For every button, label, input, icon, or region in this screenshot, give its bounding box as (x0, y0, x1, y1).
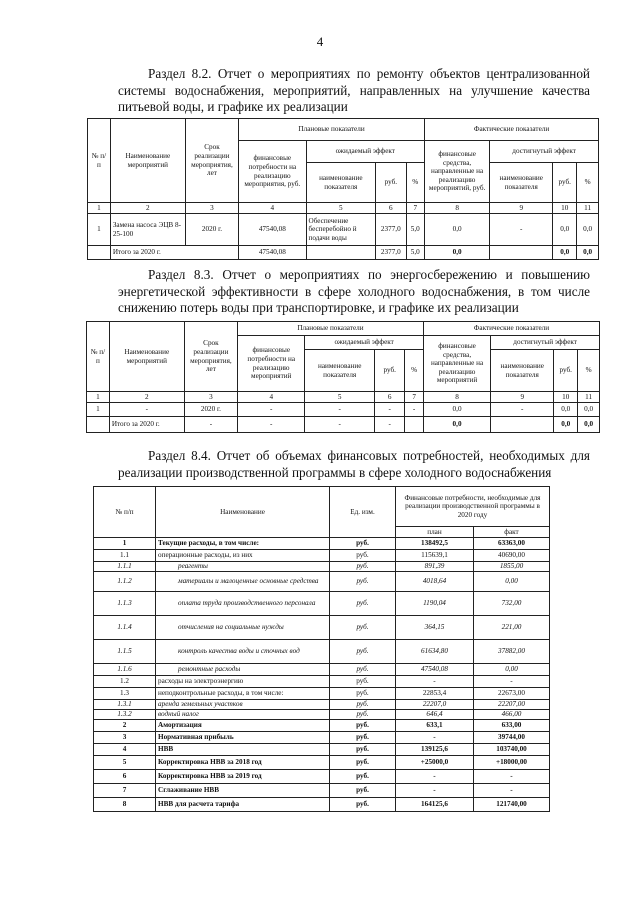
cell: 1855,00 (474, 562, 550, 572)
row-number: 8 (94, 798, 156, 812)
row-name: НВВ (156, 744, 330, 756)
header-ind-name: наименование показателя (491, 350, 554, 392)
header-pct: % (577, 163, 599, 203)
cell: 138492,5 (396, 538, 474, 550)
cell: 891,39 (396, 562, 474, 572)
cell: 61634,80 (396, 640, 474, 664)
cell: 5,0 (406, 246, 424, 260)
table-row (94, 538, 550, 550)
row-name: материалы и малоценные основные средства (156, 572, 330, 592)
row-name: Сглаживание НВВ (156, 784, 330, 798)
cell: - (184, 417, 237, 433)
cell: руб. (330, 798, 396, 812)
cell: 0,0 (578, 403, 600, 417)
row-name: оплата труда производственного персонала (156, 592, 330, 616)
table-row (88, 214, 599, 246)
table-row (94, 720, 550, 732)
header-term: Срок реализации мероприятия, лет (184, 322, 237, 392)
cell: - (474, 784, 550, 798)
cell: 0,0 (554, 417, 578, 433)
col-number: 6 (376, 203, 406, 214)
cell: 1190,04 (396, 592, 474, 616)
cell: 40690,00 (474, 550, 550, 562)
cell: руб. (330, 720, 396, 732)
cell: 4018,64 (396, 572, 474, 592)
col-number: 10 (554, 392, 578, 403)
row-number: 3 (94, 732, 156, 744)
col-number: 7 (406, 203, 424, 214)
row-number: 1.3.2 (94, 710, 156, 720)
row-name: неподконтрольные расходы, в том числе: (156, 688, 330, 700)
cell: руб. (330, 756, 396, 770)
cell: 0,0 (425, 214, 490, 246)
row-number: 1 (94, 538, 156, 550)
table-row (94, 744, 550, 756)
total-row (87, 417, 600, 433)
cell: 115639,1 (396, 550, 474, 562)
header-fact-fin: финансовые средства, направленные на реализацию мероприятий, руб. (425, 141, 490, 203)
header-name: Наименование мероприятий (109, 322, 184, 392)
table-row (94, 784, 550, 798)
cell: руб. (330, 688, 396, 700)
cell: руб. (330, 710, 396, 720)
cell: - (305, 417, 375, 433)
cell: 0,0 (423, 403, 490, 417)
col-number: 8 (425, 203, 490, 214)
cell: 466,00 (474, 710, 550, 720)
cell: - (396, 784, 474, 798)
cell: - (305, 403, 375, 417)
cell: - (109, 403, 184, 417)
total-label: Итого за 2020 г. (109, 417, 184, 433)
row-number: 7 (94, 784, 156, 798)
cell: 633,00 (474, 720, 550, 732)
header-plan: план (396, 527, 474, 538)
header-pct: % (405, 350, 423, 392)
header-pct: % (578, 350, 600, 392)
cell: - (474, 770, 550, 784)
cell: 139125,6 (396, 744, 474, 756)
table-row (94, 798, 550, 812)
row-name: Нормативная прибыль (156, 732, 330, 744)
row-name: водный налог (156, 710, 330, 720)
row-name: НВВ для расчета тарифа (156, 798, 330, 812)
header-ind-name: наименование показателя (490, 163, 553, 203)
header-num: № п/п (87, 322, 110, 392)
row-number: 1.3.1 (94, 700, 156, 710)
total-row (88, 246, 599, 260)
cell: - (374, 417, 404, 433)
row-number: 1.1.5 (94, 640, 156, 664)
row-name: расходы на электроэнергию (156, 676, 330, 688)
cell: 2020 г. (185, 214, 238, 246)
table-row (94, 640, 550, 664)
header-rub: руб. (374, 350, 404, 392)
cell: - (238, 403, 305, 417)
header-plan-fin: финансовые потребности на реализацию мероприятия, руб. (239, 141, 306, 203)
cell: 0,0 (577, 214, 599, 246)
col-number: 11 (578, 392, 600, 403)
cell: руб. (330, 770, 396, 784)
cell: - (405, 403, 423, 417)
cell: 121740,00 (474, 798, 550, 812)
header-name: Наименование мероприятий (110, 119, 185, 203)
cell: 47540,08 (239, 214, 306, 246)
header-ind-name: наименование показателя (305, 350, 375, 392)
cell: 39744,00 (474, 732, 550, 744)
cell: - (396, 732, 474, 744)
table-row (94, 664, 550, 676)
section-8-3-table (86, 321, 600, 433)
row-name: аренда земельных участков (156, 700, 330, 710)
cell: 633,1 (396, 720, 474, 732)
section-8-2-title: Раздел 8.2. Отчет о мероприятиях по ремонту объектов централизованной системы водоснабжения, мероприятий, направленных на улучшение качества питьевой воды, и графике их реализации (118, 66, 590, 114)
cell: руб. (330, 744, 396, 756)
table-row (94, 592, 550, 616)
col-number: 6 (374, 392, 404, 403)
cell: 164125,6 (396, 798, 474, 812)
header-plan: Плановые показатели (239, 119, 425, 141)
header-fact-fin: финансовые средства, направленные на реализацию мероприятий (423, 336, 490, 392)
row-number: 1.1.1 (94, 562, 156, 572)
header-rub: руб. (553, 163, 577, 203)
col-number: 5 (306, 203, 376, 214)
table-row (94, 550, 550, 562)
cell: +18000,00 (474, 756, 550, 770)
cell: 63363,00 (474, 538, 550, 550)
header-expected: ожидаемый эффект (305, 336, 423, 350)
cell: руб. (330, 550, 396, 562)
section-8-2-table (87, 118, 599, 260)
cell: 0,0 (423, 417, 490, 433)
header-num: № п/п (88, 119, 111, 203)
header-rub: руб. (554, 350, 578, 392)
cell: +25000,0 (396, 756, 474, 770)
row-number: 1.1.6 (94, 664, 156, 676)
table-row (94, 710, 550, 720)
cell: 646,4 (396, 710, 474, 720)
col-number: 3 (184, 392, 237, 403)
header-plan-fin: финансовые потребности на реализацию мероприятий (238, 336, 305, 392)
row-name: Корректировка НВВ за 2019 год (156, 770, 330, 784)
row-name: отчисления на социальные нужды (156, 616, 330, 640)
cell: 364,15 (396, 616, 474, 640)
col-number: 4 (239, 203, 306, 214)
cell: 0,0 (578, 417, 600, 433)
cell: Обеспечение бесперебойно й подачи воды (306, 214, 376, 246)
cell: 47540,08 (396, 664, 474, 676)
cell: 0,00 (474, 664, 550, 676)
table-row (87, 403, 600, 417)
cell: руб. (330, 664, 396, 676)
table-row (94, 676, 550, 688)
header-pct: % (406, 163, 424, 203)
cell: 0,0 (554, 403, 578, 417)
cell: 1 (88, 214, 111, 246)
cell: - (474, 676, 550, 688)
col-number: 9 (491, 392, 554, 403)
header-unit: Ед. изм. (330, 487, 396, 538)
header-name: Наименование (156, 487, 330, 538)
row-name: Текущие расходы, в том числе: (156, 538, 330, 550)
header-fact: факт (474, 527, 550, 538)
cell: 0,0 (553, 246, 577, 260)
cell: руб. (330, 700, 396, 710)
col-number: 1 (87, 392, 110, 403)
header-fact: Фактические показатели (425, 119, 599, 141)
row-name: контроль качества воды и сточных вод (156, 640, 330, 664)
cell: руб. (330, 616, 396, 640)
cell: 0,0 (553, 214, 577, 246)
cell: 2377,0 (376, 214, 406, 246)
table-row (94, 616, 550, 640)
table-row (94, 732, 550, 744)
row-number: 1.3 (94, 688, 156, 700)
header-num: № п/п (94, 487, 156, 538)
cell: - (374, 403, 404, 417)
header-fin: Финансовые потребности, необходимые для реализации производственной программы в 2020 году (396, 487, 550, 527)
cell: 0,0 (577, 246, 599, 260)
table-row (94, 756, 550, 770)
cell: руб. (330, 592, 396, 616)
cell: 103740,00 (474, 744, 550, 756)
cell: 37882,00 (474, 640, 550, 664)
cell: Замена насоса ЭЦВ 8-25-100 (110, 214, 185, 246)
header-rub: руб. (376, 163, 406, 203)
table-row (94, 770, 550, 784)
cell: руб. (330, 640, 396, 664)
cell: 221,00 (474, 616, 550, 640)
row-number: 1.1.3 (94, 592, 156, 616)
col-number: 9 (490, 203, 553, 214)
col-number: 4 (238, 392, 305, 403)
cell: - (490, 214, 553, 246)
cell: - (491, 403, 554, 417)
cell: 0,00 (474, 572, 550, 592)
row-name: Корректировка НВВ за 2018 год (156, 756, 330, 770)
cell: 1 (87, 403, 110, 417)
col-number: 7 (405, 392, 423, 403)
cell: руб. (330, 572, 396, 592)
col-number: 2 (110, 203, 185, 214)
col-number: 5 (305, 392, 375, 403)
table-row (94, 562, 550, 572)
cell: 47540,08 (239, 246, 306, 260)
cell: руб. (330, 784, 396, 798)
cell: руб. (330, 676, 396, 688)
cell: 2377,0 (376, 246, 406, 260)
header-fact: Фактические показатели (423, 322, 599, 336)
header-expected: ожидаемый эффект (306, 141, 424, 163)
cell: руб. (330, 562, 396, 572)
row-number: 6 (94, 770, 156, 784)
row-number: 1.2 (94, 676, 156, 688)
col-number: 1 (88, 203, 111, 214)
cell: 732,00 (474, 592, 550, 616)
cell: руб. (330, 538, 396, 550)
row-number: 2 (94, 720, 156, 732)
row-name: ремонтные расходы (156, 664, 330, 676)
page-number: 4 (316, 34, 324, 49)
row-number: 1.1.4 (94, 616, 156, 640)
row-name: Амортизация (156, 720, 330, 732)
header-achieved: достигнутый эффект (491, 336, 600, 350)
row-name: реагенты (156, 562, 330, 572)
table-row (94, 700, 550, 710)
cell: 2020 г. (184, 403, 237, 417)
cell: 5,0 (406, 214, 424, 246)
total-label: Итого за 2020 г. (110, 246, 238, 260)
row-number: 5 (94, 756, 156, 770)
col-number: 2 (109, 392, 184, 403)
table-row (94, 688, 550, 700)
cell: - (396, 770, 474, 784)
col-number: 8 (423, 392, 490, 403)
cell: - (396, 676, 474, 688)
col-number: 11 (577, 203, 599, 214)
cell: 22673,00 (474, 688, 550, 700)
section-8-4-table (93, 486, 550, 812)
header-plan: Плановые показатели (238, 322, 424, 336)
header-ind-name: наименование показателя (306, 163, 376, 203)
row-number: 1.1.2 (94, 572, 156, 592)
section-8-3-title: Раздел 8.3. Отчет о мероприятиях по энергосбережению и повышению энергетической эффективности в сфере холодного водоснабжения, в том числе снижению потерь воды при транспортировке, и графике их реализации (118, 267, 590, 315)
row-number: 4 (94, 744, 156, 756)
header-term: Срок реализации мероприятия, лет (185, 119, 238, 203)
col-number: 3 (185, 203, 238, 214)
section-8-4-title: Раздел 8.4. Отчет об объемах финансовых потребностей, необходимых для реализации производственной программы в сфере холодного водоснабжения (118, 448, 590, 480)
table-row (94, 572, 550, 592)
cell: 0,0 (425, 246, 490, 260)
col-number: 10 (553, 203, 577, 214)
header-achieved: достигнутый эффект (490, 141, 599, 163)
cell: 22207,0 (396, 700, 474, 710)
cell: 22853,4 (396, 688, 474, 700)
cell: 22207,00 (474, 700, 550, 710)
cell: - (238, 417, 305, 433)
row-number: 1.1 (94, 550, 156, 562)
row-name: операционные расходы, из них (156, 550, 330, 562)
cell: руб. (330, 732, 396, 744)
